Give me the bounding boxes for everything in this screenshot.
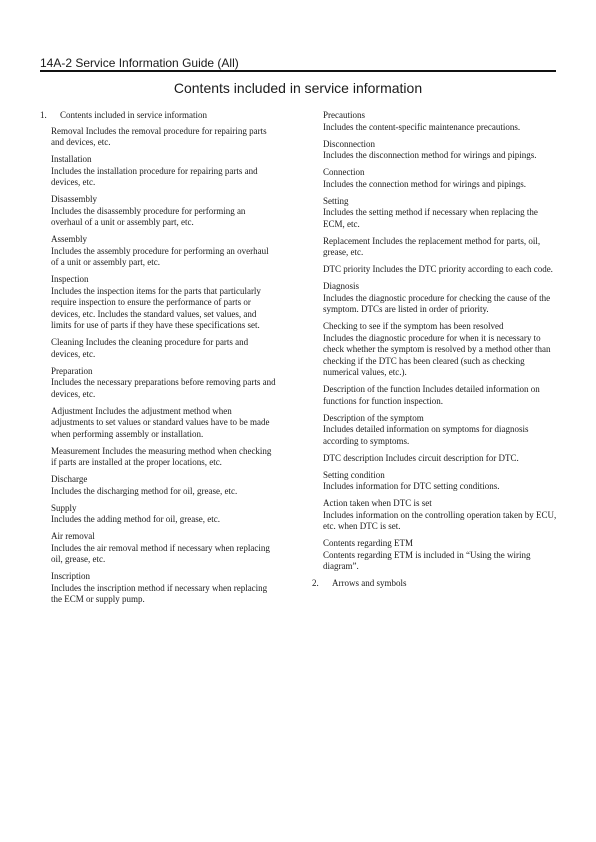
- entry: [40, 194, 276, 229]
- entry-description: Includes the assembly procedure for performing an overhaul of a unit or assembly part, etc.: [51, 245, 269, 267]
- entry-title: Disconnection: [323, 138, 375, 149]
- page-title: Contents included in service information: [173, 80, 423, 96]
- entry-title: Setting: [323, 195, 349, 206]
- entry-description: Includes the removal procedure for repairing parts and devices, etc.: [51, 125, 267, 147]
- entry-description: Includes the content-specific maintenance precautions.: [323, 121, 521, 132]
- entry-title: Checking to see if the symptom has been resolved: [323, 321, 504, 331]
- entry: [40, 571, 276, 606]
- entry-title: Assembly: [51, 234, 87, 244]
- entry-description: Includes the diagnostic procedure for checking the cause of the symptom. DTCs are listed in order of priority.: [323, 292, 551, 314]
- entry: [312, 196, 560, 231]
- left-entry-list: [40, 126, 276, 606]
- page-header: 14A-2 Service Information Guide (All): [40, 56, 239, 70]
- entry-description: Includes the setting method if necessary when replacing the ECM, etc.: [323, 207, 538, 229]
- entry-description: Includes detailed information on symptoms for diagnosis according to symptoms.: [323, 424, 529, 446]
- entry-title: Air removal: [51, 531, 95, 541]
- entry-title: Action taken when DTC is set: [323, 498, 432, 508]
- entry: [312, 453, 560, 465]
- entry-description: Contents regarding ETM is included in “Using the wiring diagram”.: [323, 549, 531, 571]
- entry-description: Includes the discharging method for oil, grease, etc.: [51, 485, 238, 496]
- entry-description: Includes circuit description for DTC.: [385, 452, 519, 463]
- entry-description: Includes the measuring method when checking if parts are installed at the proper locations, etc.: [51, 445, 272, 467]
- entry-description: Includes the inspection items for the parts that particularly require inspection to ensure the performance of parts or devices, etc. Includes the standard values, set values, and limits for use of parts if they have these specifications set.: [51, 285, 261, 330]
- entry: [40, 474, 276, 497]
- entry: [40, 531, 276, 566]
- section-1-number: 1.: [40, 110, 47, 120]
- entry-description: Includes information for DTC setting conditions.: [323, 481, 500, 491]
- entry-title: Diagnosis: [323, 281, 359, 291]
- entry-title: Precautions: [323, 110, 365, 120]
- entry-title: Cleaning: [51, 337, 84, 347]
- entry: [312, 264, 560, 276]
- entry: [40, 126, 276, 149]
- section-2-heading: [312, 578, 560, 590]
- entry-title: Replacement: [323, 235, 370, 246]
- entry: [312, 281, 560, 316]
- entry-description: Includes the adjustment method when adjustments to set values or standard values have to be made when performing assembly or installation.: [51, 405, 270, 439]
- entry-title: Adjustment: [51, 405, 93, 416]
- section-2-number: 2.: [312, 578, 319, 588]
- entry-description: Includes the DTC priority according to each code.: [372, 264, 553, 274]
- entry: [40, 234, 276, 269]
- entry-description: Includes the installation procedure for repairing parts and devices, etc.: [51, 165, 258, 187]
- entry: [312, 236, 560, 259]
- section-1-heading: [40, 110, 276, 122]
- entry-title: Removal: [51, 125, 84, 136]
- right-entry-list: [312, 110, 560, 573]
- entry-title: Contents regarding ETM: [323, 538, 413, 548]
- entry: [312, 321, 560, 379]
- entry: [312, 470, 560, 493]
- entry-title: DTC description: [323, 452, 384, 463]
- entry-title: Measurement: [51, 445, 100, 456]
- entry-description: Includes the air removal method if necessary when replacing oil, grease, etc.: [51, 542, 270, 564]
- entry: [40, 503, 276, 526]
- entry: [312, 413, 560, 448]
- entry-description: Includes the replacement method for parts, oil, grease, etc.: [323, 235, 541, 257]
- entry: [40, 274, 276, 332]
- entry-title: Setting condition: [323, 469, 385, 480]
- entry: [312, 139, 560, 162]
- entry-description: Includes the diagnostic procedure for when it is necessary to check whether the symptom is resolved by a method other than checking if the DTC has been cleared (such as checking numerical values, etc.).: [323, 332, 551, 377]
- entry-description: Includes the disassembly procedure for performing an overhaul of a unit or assembly part, etc.: [51, 205, 246, 227]
- entry-description: Includes the inscription method if necessary when replacing the ECM or supply pump.: [51, 582, 268, 604]
- entry-title: Description of the function: [323, 384, 421, 394]
- entry-description: Includes detailed information on functions for function inspection.: [323, 384, 540, 406]
- left-column: [40, 110, 276, 611]
- entry: [40, 154, 276, 189]
- entry: [40, 366, 276, 401]
- entry-title: Disassembly: [51, 194, 97, 204]
- entry-title: Discharge: [51, 474, 88, 484]
- entry: [312, 538, 560, 573]
- entry-description: Includes the adding method for oil, grease, etc.: [51, 514, 220, 524]
- entry-description: Includes the cleaning procedure for parts and devices, etc.: [51, 337, 249, 359]
- entry-title: Supply: [51, 502, 77, 513]
- entry: [40, 406, 276, 441]
- entry-title: Inscription: [51, 571, 90, 581]
- entry-description: Includes the disconnection method for wirings and pipings.: [323, 150, 537, 160]
- entry: [312, 110, 560, 133]
- right-column: [312, 110, 560, 594]
- entry-title: Preparation: [51, 365, 93, 376]
- entry-description: Includes the connection method for wirings and pipings.: [323, 178, 526, 189]
- header-rule: [40, 70, 556, 72]
- entry-title: Connection: [323, 167, 365, 177]
- entry: [40, 446, 276, 469]
- section-2-title: Arrows and symbols: [332, 578, 407, 588]
- entry: [312, 167, 560, 190]
- entry-title: Inspection: [51, 274, 89, 284]
- section-1-title: Contents included in service information: [60, 110, 207, 120]
- entry: [312, 498, 560, 533]
- entry-title: DTC priority: [323, 264, 371, 274]
- entry: [312, 384, 560, 407]
- entry-description: Includes the necessary preparations before removing parts and devices, etc.: [51, 377, 276, 399]
- entry-description: Includes information on the controlling operation taken by ECU, etc. when DTC is set.: [323, 509, 557, 531]
- entry: [40, 337, 276, 360]
- entry-title: Description of the symptom: [323, 412, 424, 423]
- entry-title: Installation: [51, 154, 92, 164]
